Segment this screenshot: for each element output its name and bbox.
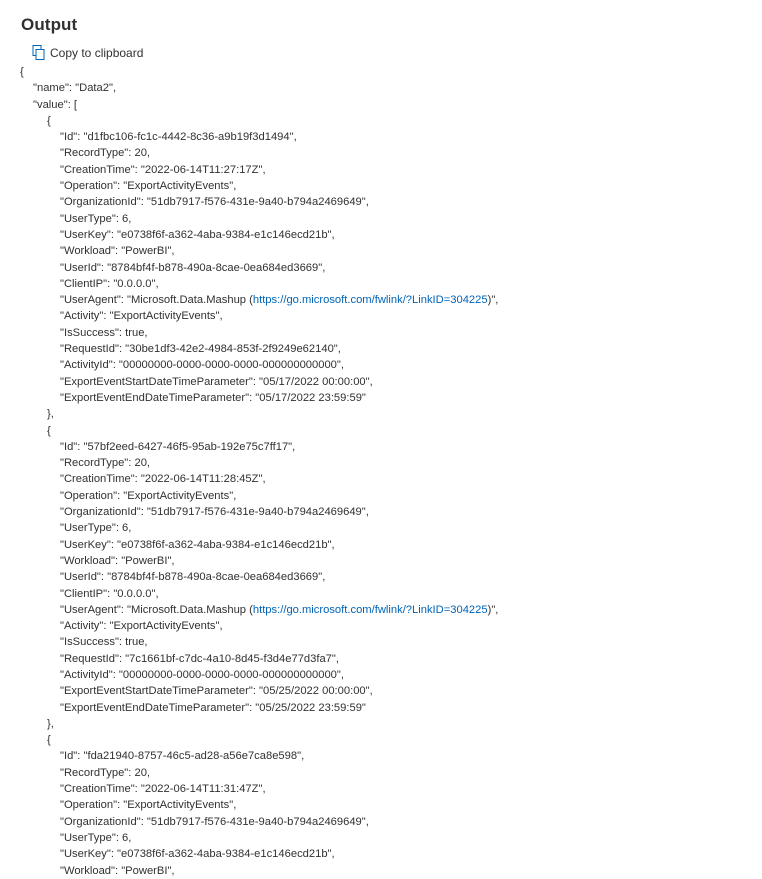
json-line [20, 667, 762, 683]
json-line [20, 129, 762, 145]
json-text-after: )", [487, 294, 499, 307]
json-line [20, 439, 762, 455]
json-line [20, 634, 762, 650]
json-text-after: )", [487, 603, 499, 616]
copy-icon [32, 45, 46, 61]
useragent-link[interactable]: https://go.microsoft.com/fwlink/?LinkID=304225 [252, 603, 488, 616]
json-text: { [47, 734, 51, 747]
json-line [20, 781, 762, 797]
json-line [20, 325, 762, 341]
json-line [20, 406, 762, 422]
json-line [20, 97, 762, 113]
json-line [20, 553, 762, 569]
json-line [20, 64, 762, 80]
json-text: "UserKey": "e0738f6f-a362-4aba-9384-e1c146ecd21b", [60, 538, 335, 551]
json-text: "UserAgent": "Microsoft.Data.Mashup ( [60, 603, 253, 616]
json-line [20, 683, 762, 699]
json-text: "RecordType": 20, [60, 457, 151, 470]
json-text: "OrganizationId": "51db7917-f576-431e-9a40-b794a2469649", [60, 196, 369, 209]
json-text: "ExportEventEndDateTimeParameter": "05/17/2022 23:59:59" [60, 391, 366, 404]
json-text: "ExportEventStartDateTimeParameter": "05/25/2022 00:00:00", [60, 685, 373, 698]
json-text: "IsSuccess": true, [60, 636, 148, 649]
output-title: Output [21, 15, 78, 34]
json-line [20, 700, 762, 716]
json-text: "ActivityId": "00000000-0000-0000-0000-000000000000", [60, 668, 344, 681]
json-line [20, 504, 762, 520]
json-line [20, 145, 762, 161]
json-line [20, 586, 762, 602]
json-text: { [47, 424, 51, 437]
json-line [20, 390, 762, 406]
json-text: "Operation": "ExportActivityEvents", [60, 799, 237, 812]
json-text: "RecordType": 20, [60, 147, 151, 160]
json-line [20, 80, 762, 96]
json-line [20, 227, 762, 243]
json-line [20, 488, 762, 504]
copy-to-clipboard-label: Copy to clipboard [50, 46, 144, 60]
json-line [20, 471, 762, 487]
json-text: "UserId": "8784bf4f-b878-490a-8cae-0ea684ed3669", [60, 571, 326, 584]
json-text: "Workload": "PowerBI", [60, 245, 175, 258]
json-text: "RecordType": 20, [60, 766, 151, 779]
json-line [20, 716, 762, 732]
json-line [20, 863, 762, 879]
json-text: { [47, 114, 51, 127]
json-text: "name": "Data2", [33, 82, 117, 95]
json-line [20, 651, 762, 667]
json-line [20, 569, 762, 585]
useragent-link[interactable]: https://go.microsoft.com/fwlink/?LinkID=304225 [252, 294, 488, 307]
json-line [20, 276, 762, 292]
json-text: "Operation": "ExportActivityEvents", [60, 489, 237, 502]
json-text: "Id": "fda21940-8757-46c5-ad28-a56e7ca8e598", [60, 750, 305, 763]
json-line [20, 830, 762, 846]
json-text: "ClientIP": "0.0.0.0", [60, 277, 159, 290]
json-line [20, 814, 762, 830]
json-text: { [20, 66, 24, 78]
json-line [20, 455, 762, 471]
json-line [20, 423, 762, 439]
json-line [20, 292, 762, 308]
json-text: "Id": "d1fbc106-fc1c-4442-8c36-a9b19f3d1494", [60, 131, 297, 144]
json-line [20, 748, 762, 764]
json-text: "Operation": "ExportActivityEvents", [60, 180, 237, 193]
json-text: "UserId": "8784bf4f-b878-490a-8cae-0ea684ed3669", [60, 261, 326, 274]
json-line [20, 846, 762, 862]
json-text: "OrganizationId": "51db7917-f576-431e-9a40-b794a2469649", [60, 506, 369, 519]
json-line [20, 341, 762, 357]
json-line [20, 260, 762, 276]
json-line [20, 537, 762, 553]
json-line [20, 308, 762, 324]
json-text: "RequestId": "30be1df3-42e2-4984-853f-2f9249e62140", [60, 343, 341, 356]
json-line [20, 765, 762, 781]
json-text: "Activity": "ExportActivityEvents", [60, 620, 223, 633]
json-text: "ActivityId": "00000000-0000-0000-0000-000000000000", [60, 359, 344, 372]
json-text: }, [47, 717, 54, 730]
json-line [20, 732, 762, 748]
json-line [20, 520, 762, 536]
json-line [20, 194, 762, 210]
json-line [20, 357, 762, 373]
json-text: "Activity": "ExportActivityEvents", [60, 310, 223, 323]
json-line [20, 374, 762, 390]
json-line [20, 211, 762, 227]
json-text: "IsSuccess": true, [60, 326, 148, 339]
json-text: "Workload": "PowerBI", [60, 864, 175, 877]
copy-to-clipboard-button[interactable] [32, 43, 143, 63]
json-line [20, 243, 762, 259]
json-text: "OrganizationId": "51db7917-f576-431e-9a40-b794a2469649", [60, 815, 369, 828]
json-text: "ExportEventStartDateTimeParameter": "05/17/2022 00:00:00", [60, 375, 373, 388]
json-line [20, 602, 762, 618]
json-output [20, 64, 762, 879]
json-text: "UserType": 6, [60, 212, 132, 225]
json-text: "ClientIP": "0.0.0.0", [60, 587, 159, 600]
json-text: "UserType": 6, [60, 831, 132, 844]
json-text: "RequestId": "7c1661bf-c7dc-4a10-8d45-f3d4e77d3fa7", [60, 652, 339, 665]
json-text: "CreationTime": "2022-06-14T11:28:45Z", [60, 473, 266, 486]
json-text: "UserType": 6, [60, 522, 132, 535]
json-line [20, 618, 762, 634]
json-line [20, 162, 762, 178]
json-text: }, [47, 408, 54, 421]
json-text: "Id": "57bf2eed-6427-46f5-95ab-192e75c7ff17", [60, 440, 296, 453]
json-text: "CreationTime": "2022-06-14T11:31:47Z", [60, 783, 266, 796]
json-text: "UserKey": "e0738f6f-a362-4aba-9384-e1c146ecd21b", [60, 228, 335, 241]
json-line [20, 797, 762, 813]
json-text: "UserAgent": "Microsoft.Data.Mashup ( [60, 294, 253, 307]
json-text: "ExportEventEndDateTimeParameter": "05/25/2022 23:59:59" [60, 701, 366, 714]
json-line [20, 178, 762, 194]
json-text: "UserKey": "e0738f6f-a362-4aba-9384-e1c146ecd21b", [60, 848, 335, 861]
json-text: "CreationTime": "2022-06-14T11:27:17Z", [60, 163, 266, 176]
json-text: "value": [ [33, 98, 78, 111]
json-text: "Workload": "PowerBI", [60, 554, 175, 567]
json-line [20, 113, 762, 129]
